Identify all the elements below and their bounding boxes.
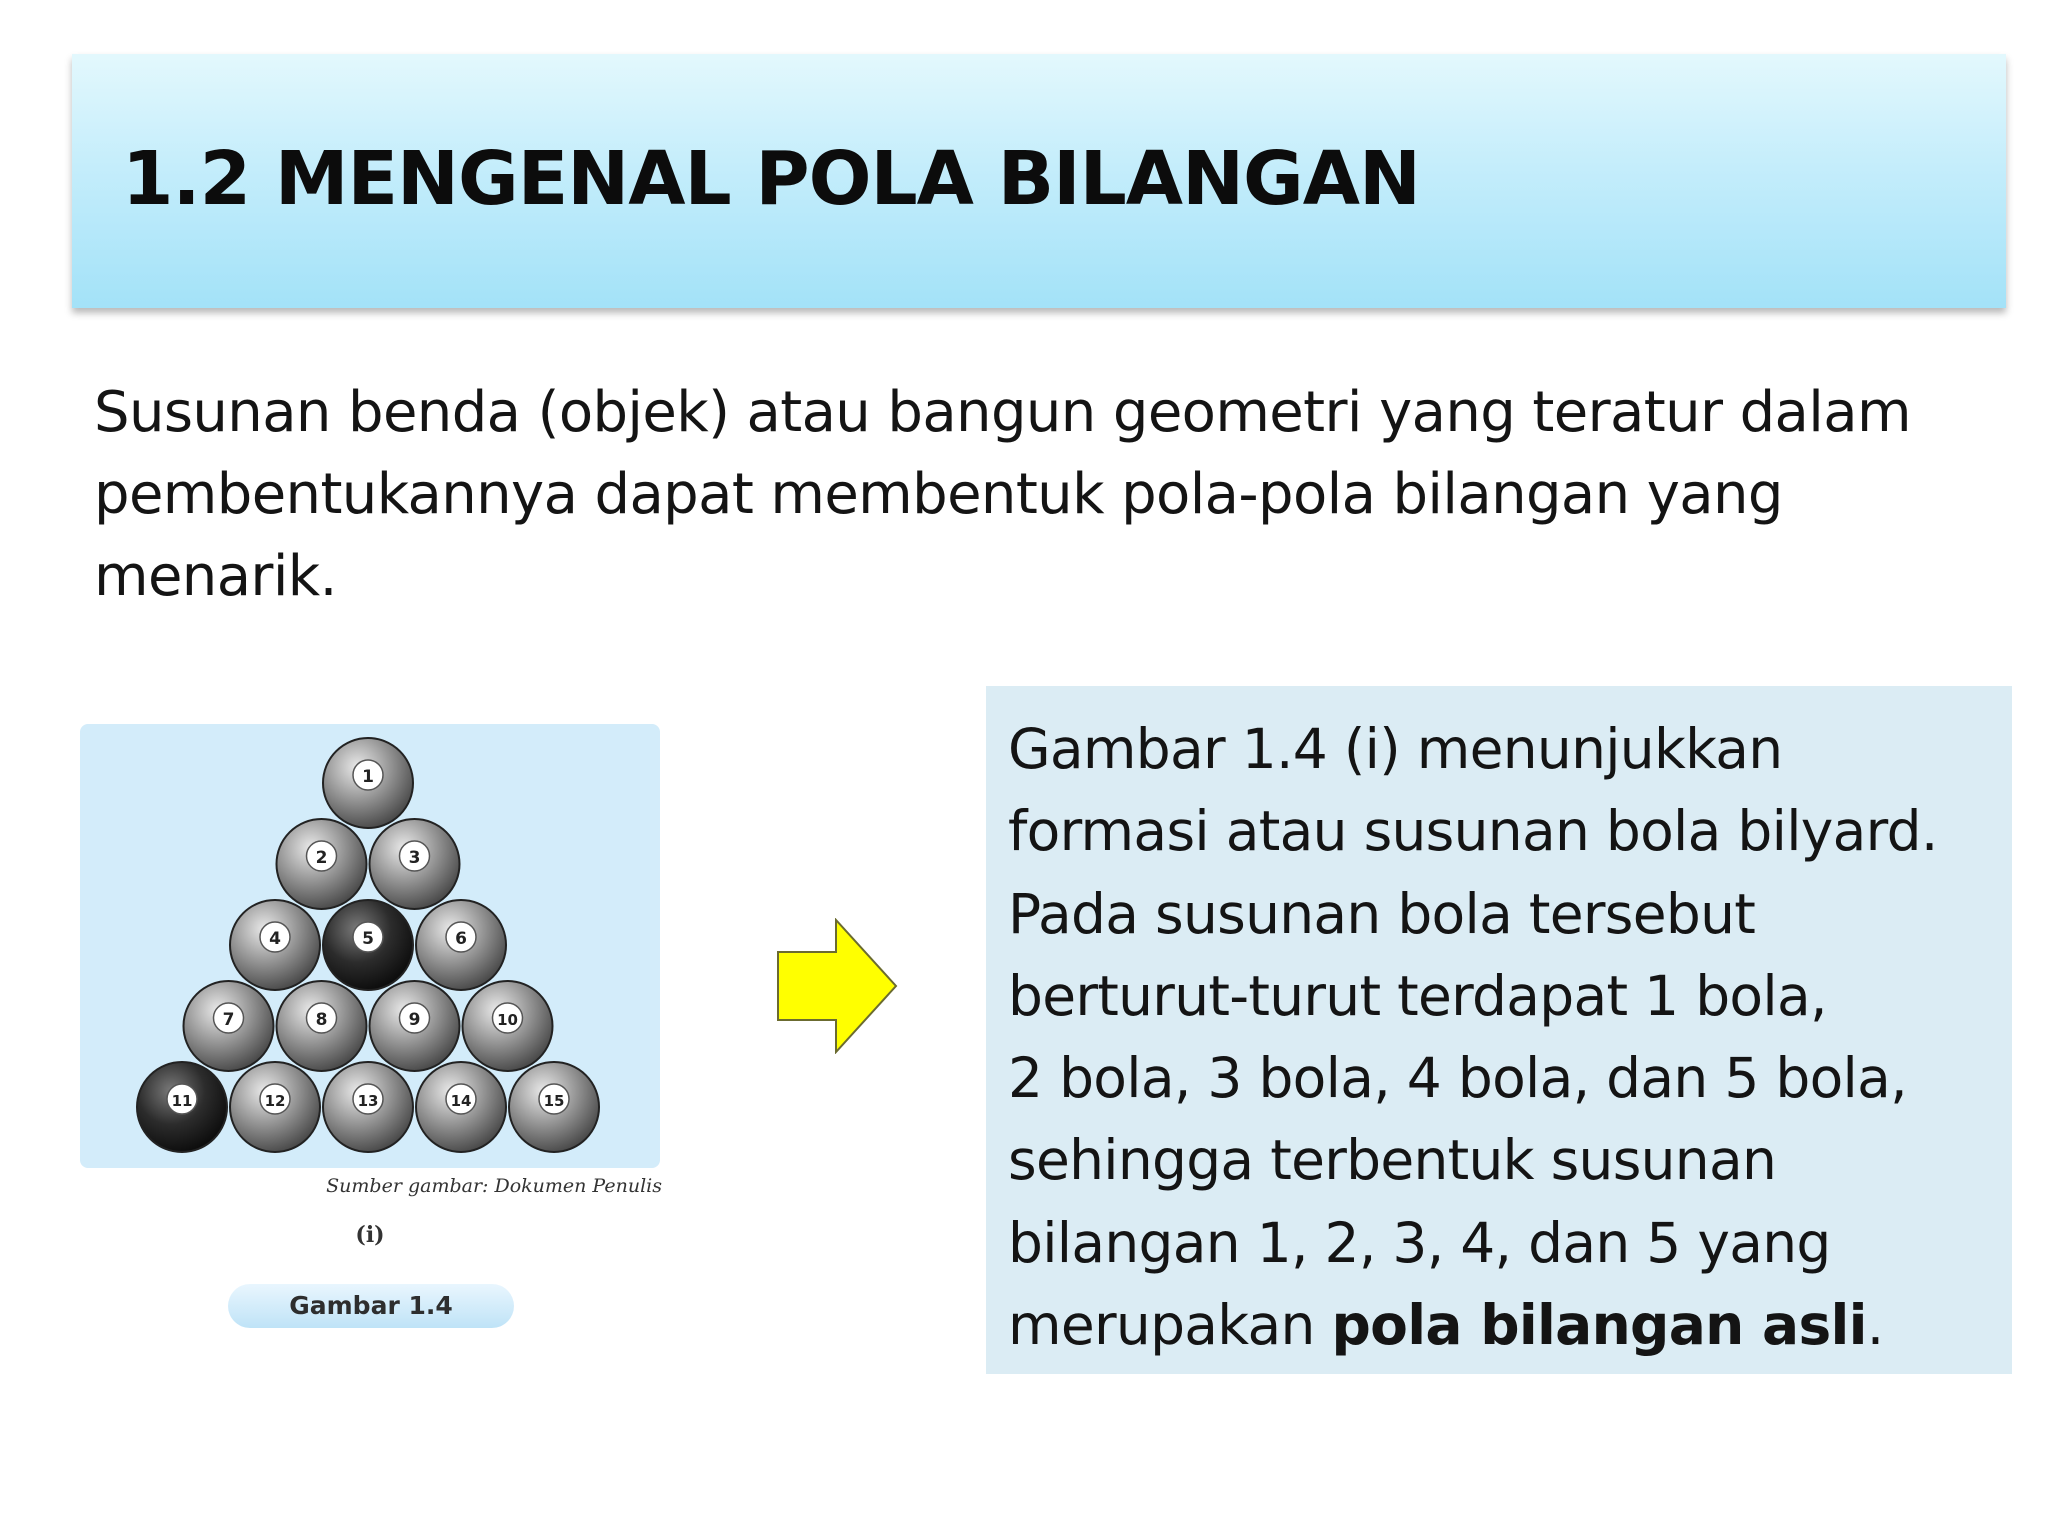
description-line: formasi atau susunan bola bilyard. [1008,799,1938,864]
billiard-ball [230,1062,320,1152]
billiard-figure [80,724,660,1168]
billiard-ball [277,819,367,909]
ball-number: 13 [357,1092,379,1110]
image-source-note: Sumber gambar: Dokumen Penulis [326,1175,662,1197]
description-line: 2 bola, 3 bola, 4 bola, dan 5 bola, [1008,1046,1907,1111]
billiard-ball [416,1062,506,1152]
slide-title: 1.2 MENGENAL POLA BILANGAN [122,136,1420,222]
ball-number: 2 [315,848,328,868]
ball-number: 12 [264,1092,286,1110]
ball-number: 7 [222,1010,235,1030]
billiard-rack-svg [80,724,660,1168]
figure-sublabel: (i) [355,1222,385,1248]
ball-number: 8 [315,1010,328,1030]
billiard-ball [370,819,460,909]
highlight-term: pola bilangan asli [1331,1293,1867,1358]
description-last-line [1008,1284,1992,1366]
title-bar [72,54,2006,308]
billiard-ball [416,900,506,990]
billiard-ball [137,1062,227,1152]
description-line: berturut-turut terdapat 1 bola, [1008,963,1827,1028]
ball-number: 1 [362,767,374,787]
billiard-ball [323,1062,413,1152]
billiard-ball [230,900,320,990]
ball-number: 9 [408,1010,421,1030]
ball-number: 3 [408,848,421,868]
description-line: bilangan 1, 2, 3, 4, dan 5 yang [1008,1210,1831,1275]
billiard-ball [277,981,367,1071]
description-box [986,686,2012,1374]
description-line: sehingga terbentuk susunan [1008,1128,1777,1193]
ball-number: 11 [171,1092,193,1110]
ball-number: 6 [455,929,467,949]
ball-number: 10 [497,1011,518,1029]
billiard-ball [184,981,274,1071]
intro-paragraph: Susunan benda (objek) atau bangun geometri yang teratur dalam pembentukannya dapat membentuk pola-pola bilangan yang menarik. [94,380,1911,609]
figure-caption: Gambar 1.4 [228,1284,514,1328]
description-line: Gambar 1.4 (i) menunjukkan [1008,717,1783,781]
last-line-suffix: . [1866,1293,1884,1358]
last-line-prefix: merupakan [1008,1293,1332,1358]
description-line: Pada susunan bola tersebut [1008,881,1756,946]
ball-number: 15 [543,1092,565,1110]
billiard-ball [509,1062,599,1152]
ball-number: 4 [269,929,281,949]
billiard-ball [370,981,460,1071]
billiard-ball [323,900,413,990]
ball-number: 14 [450,1092,472,1110]
ball-number: 5 [362,929,374,949]
arrow-right-icon [776,918,900,1054]
billiard-ball [463,981,553,1071]
billiard-ball [323,738,413,828]
